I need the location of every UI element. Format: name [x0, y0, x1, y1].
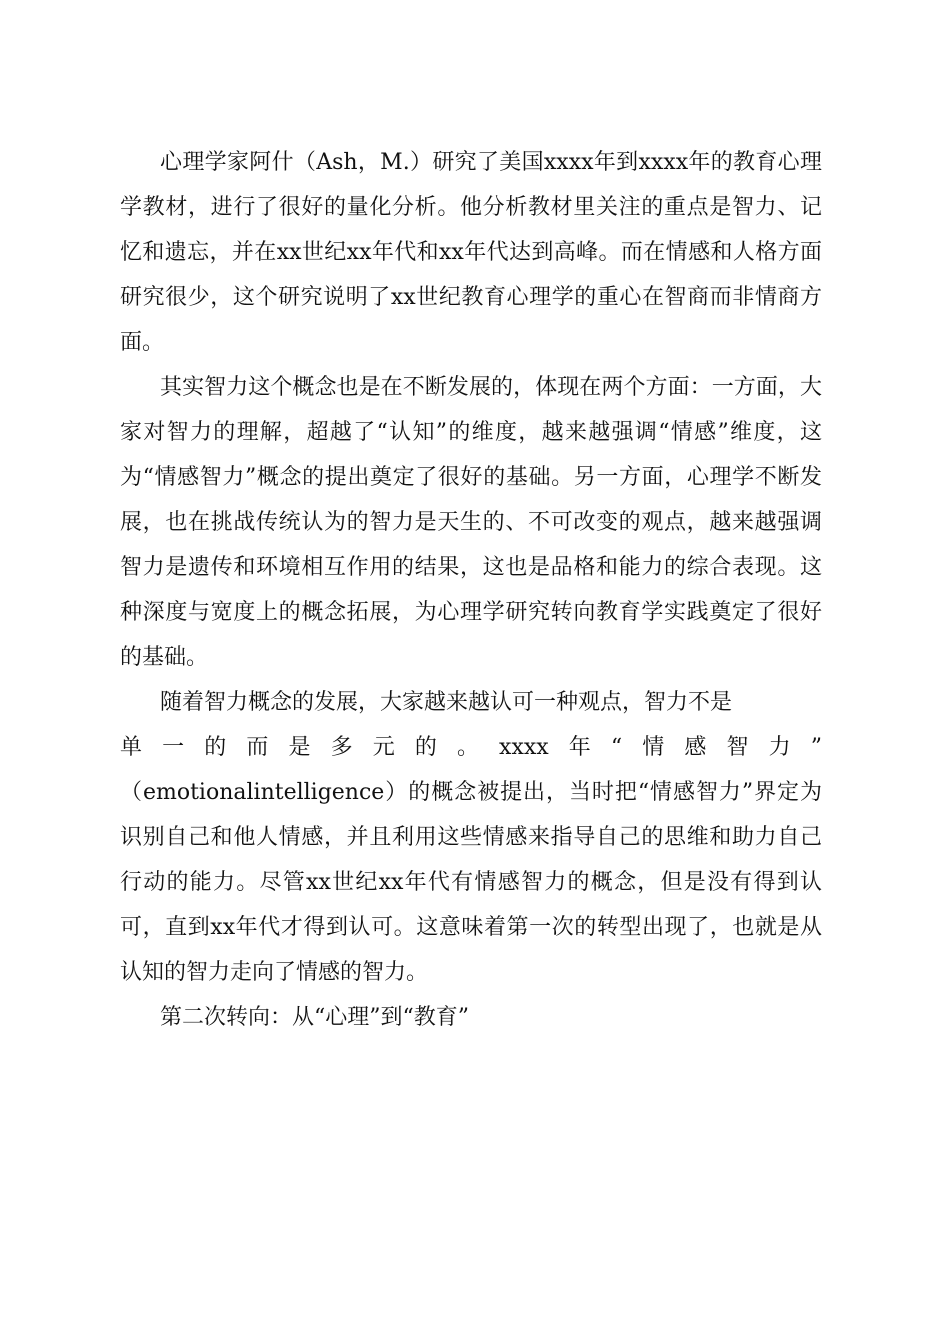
paragraph-intelligence-concept: 其实智力这个概念也是在不断发展的，体现在两个方面：一方面，大家对智力的理解，超越了“认知”的维度，越来越强调“情感”维度，这为“情感智力”概念的提出奠定了很好的基础。另一方面，心理学不断发展，也在挑战传统认为的智力是天生的、不可改变的观点，越来越强调智力是遗传和环境相互作用的结果，这也是品格和能力的综合表现。这种深度与宽度上的概念拓展，为心理学研究转向教育学实践奠定了很好的基础。: [120, 375, 822, 670]
paragraph-emotional-intelligence-line1: 随着智力概念的发展，大家越来越认可一种观点，智力不是: [160, 690, 733, 715]
paragraph-emotional-intelligence: [120, 680, 822, 725]
body-text: [120, 140, 822, 1040]
paragraph-emotional-intelligence-line2: 单一的而是多元的。xxxx年“情感智力”: [120, 735, 822, 760]
section-heading: 第二次转向：从“心理”到“教育”: [160, 1005, 469, 1030]
paragraph-emotional-intelligence-rest: （emotionalintelligence）的概念被提出，当时把“情感智力”界定为识别自己和他人情感，并且利用这些情感来指导自己的思维和助力自己行动的能力。尽管xx世纪xx年代有情感智力的概念，但是没有得到认可，直到xx年代才得到认可。这意味着第一次的转型出现了，也就是从认知的智力走向了情感的智力。: [120, 780, 822, 985]
paragraph-ash-research: 心理学家阿什（Ash，M.）研究了美国xxxx年到xxxx年的教育心理学教材，进行了很好的量化分析。他分析教材里关注的重点是智力、记忆和遗忘，并在xx世纪xx年代和xx年代达到高峰。而在情感和人格方面研究很少，这个研究说明了xx世纪教育心理学的重心在智商而非情商方面。: [120, 150, 822, 355]
